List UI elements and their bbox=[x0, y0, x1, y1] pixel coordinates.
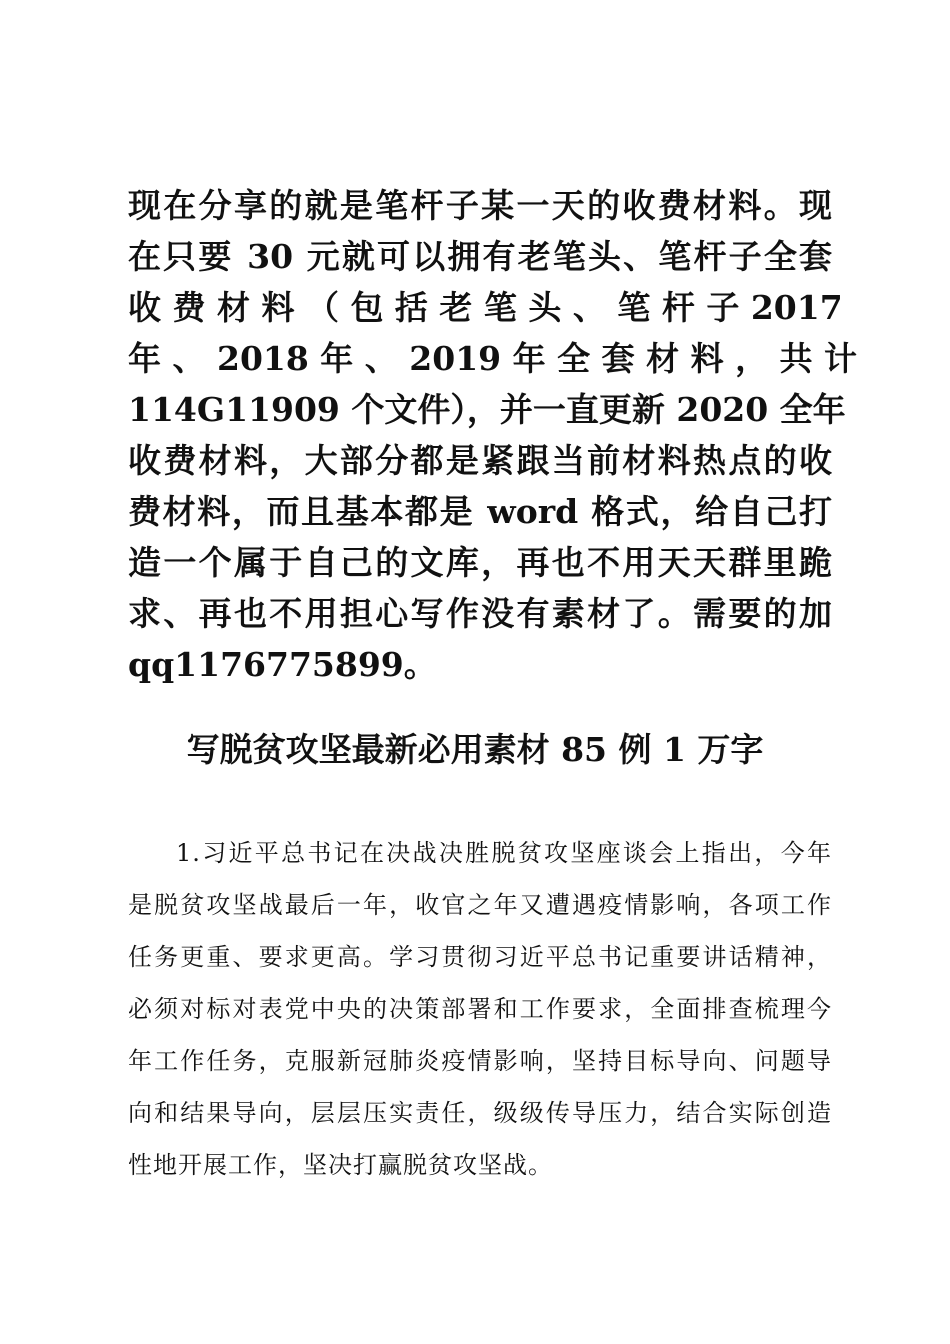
promo-line: 造一个属于自己的文库，再也不用天天群里跪 bbox=[128, 543, 832, 582]
promo-line: 收费材料，大部分都是紧跟当前材料热点的收 bbox=[128, 441, 832, 480]
promo-paragraph bbox=[128, 180, 858, 690]
body-line: 向和结果导向，层层压实责任，级级传导压力，结合实际创造 bbox=[128, 1099, 832, 1127]
document-title: 写脱贫攻坚最新必用素材 85 例 1 万字 bbox=[186, 730, 764, 769]
body-line: 是脱贫攻坚战最后一年，收官之年又遭遇疫情影响，各项工作 bbox=[128, 891, 832, 919]
body-line: 性地开展工作，坚决打赢脱贫攻坚战。 bbox=[128, 1151, 553, 1179]
body-line: 1.习近平总书记在决战决胜脱贫攻坚座谈会上指出，今年 bbox=[176, 839, 832, 867]
body-line: 任务更重、要求更高。学习贯彻习近平总书记重要讲话精神， bbox=[128, 943, 832, 971]
body-paragraph bbox=[128, 835, 832, 1199]
promo-line: qq1176775899。 bbox=[128, 645, 437, 684]
body-line: 必须对标对表党中央的决策部署和工作要求，全面排查梳理今 bbox=[128, 995, 832, 1023]
promo-line: 114G11909 个文件），并一直更新 2020 全年 bbox=[128, 390, 846, 429]
promo-line: 在只要 30 元就可以拥有老笔头、笔杆子全套 bbox=[128, 237, 832, 276]
promo-line: 求、再也不用担心写作没有素材了。需要的加 bbox=[128, 594, 832, 633]
promo-line: 费材料，而且基本都是 word 格式，给自己打 bbox=[128, 492, 832, 531]
promo-line: 收 费 材 料 （ 包 括 老 笔 头 、 笔 杆 子 2017 bbox=[128, 288, 843, 327]
promo-line: 现在分享的就是笔杆子某一天的收费材料。现 bbox=[128, 186, 832, 225]
promo-line: 年 、 2018 年 、 2019 年 全 套 材 料 ， 共 计 bbox=[128, 339, 858, 378]
body-line: 年工作任务，克服新冠肺炎疫情影响，坚持目标导向、问题导 bbox=[128, 1047, 832, 1075]
